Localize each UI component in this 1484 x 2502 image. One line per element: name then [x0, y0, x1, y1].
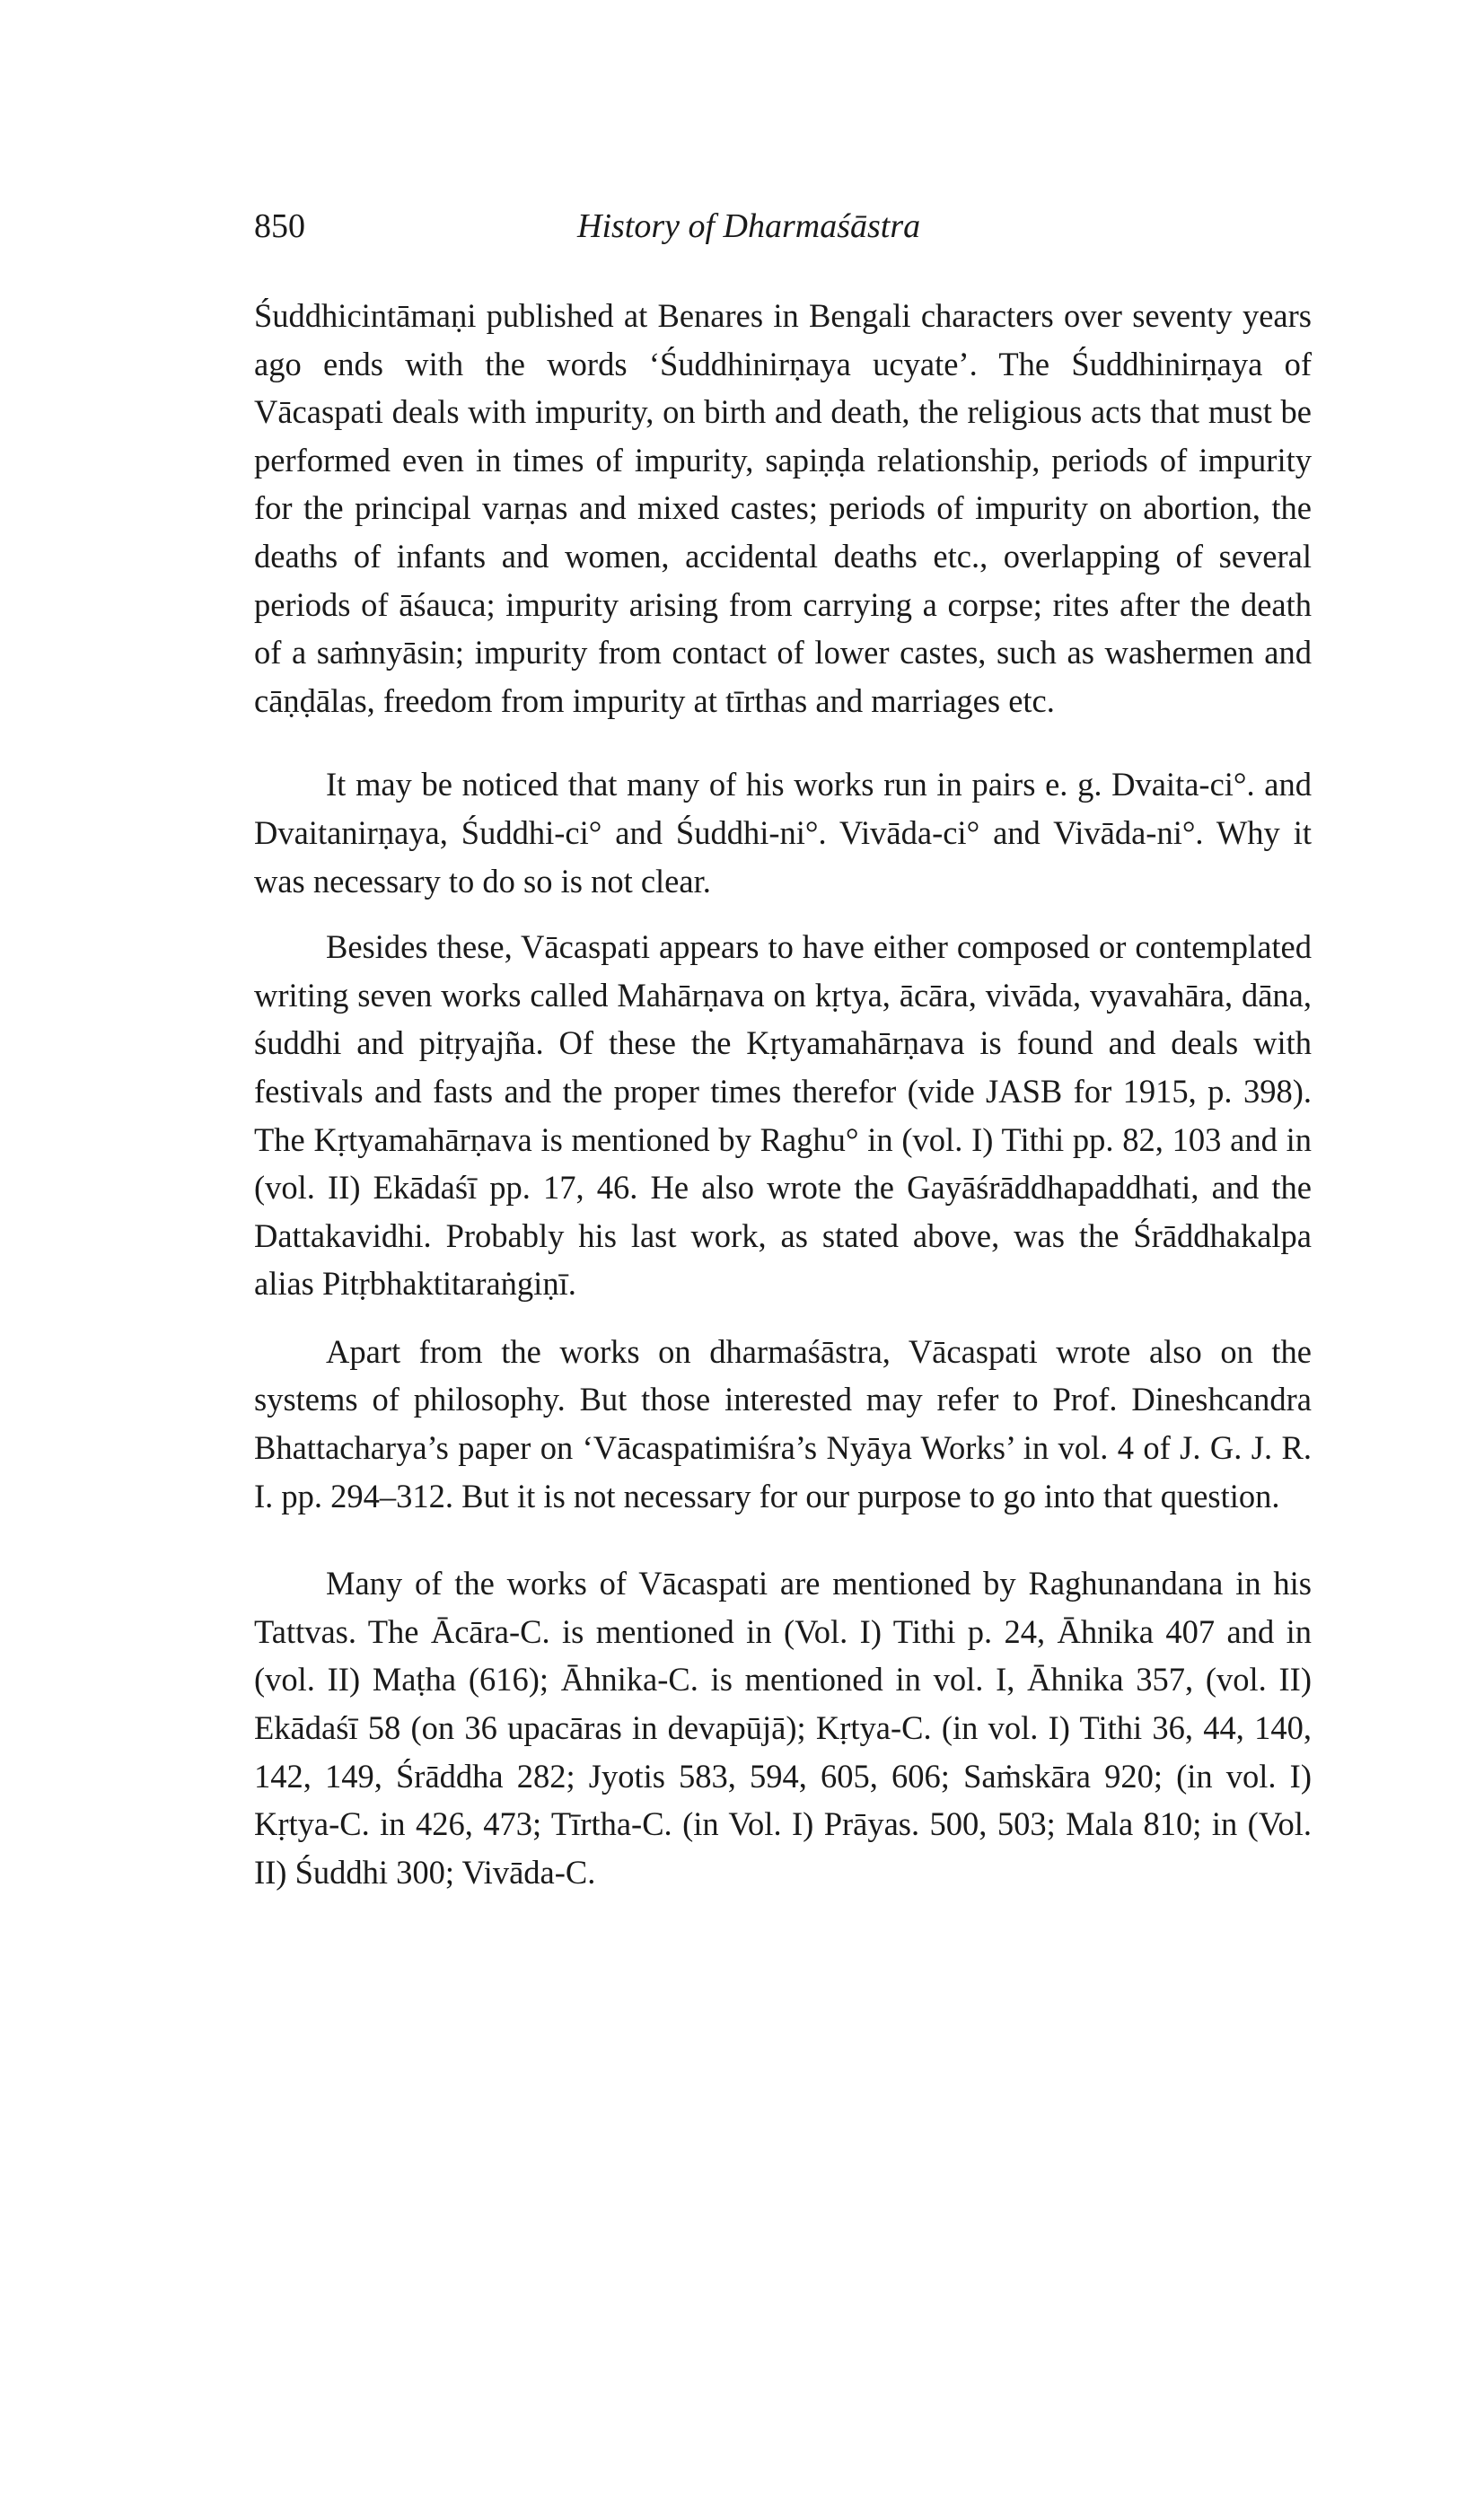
paragraph-works-in-pairs: It may be noticed that many of his works run in pairs e. g. Dvaita-ci°. and Dvaitanirṇaya, Śuddhi-ci° and Śuddhi-ni°. Vivāda-ci° and Vivāda-ni°. Why it was necessary to do so is not clear.	[254, 766, 1312, 900]
paragraph-suddhinirnaya: Śuddhicintāmaṇi published at Benares in Bengali characters over seventy years ago ends with the words ‘Śuddhinirṇaya ucyate’. The Śuddhinirṇaya of Vācaspati deals with impurity, on birth and death, the religious acts that must be performed even in times of impurity, sapiṇḍa relationship, periods of impurity for the principal varṇas and mixed castes; periods of impurity on abortion, the deaths of infants and women, accidental deaths etc., overlapping of several periods of āśauca; impurity arising from carrying a corpse; rites after the death of a saṁnyāsin; impurity from contact of lower castes, such as washermen and cāṇḍālas, freedom from impurity at tīrthas and marriages etc.	[254, 297, 1312, 719]
running-title: History of Dharmaśāstra	[577, 207, 921, 245]
page-number: 850	[254, 207, 305, 245]
paragraph-raghunandana: Many of the works of Vācaspati are mentioned by Raghunandana in his Tattvas. The Ācāra-C. is mentioned in (Vol. I) Tithi p. 24, Āhnika 407 and in (vol. II) Maṭha (616); Āhnika-C. is mentioned in vol. I, Āhnika 357, (vol. II) Ekādaśī 58 (on 36 upacāras in devapūjā); Kṛtya-C. (in vol. I) Tithi 36, 44, 140, 142, 149, Śrāddha 282; Jyotis 583, 594, 605, 606; Saṁskāra 920; (in vol. I) Kṛtya-C. in 426, 473; Tīrtha-C. (in Vol. I) Prāyas. 500, 503; Mala 810; in (Vol. II) Śuddhi 300; Vivāda-C.	[254, 1565, 1312, 1891]
page-header	[254, 206, 1304, 260]
paragraph-maharnava: Besides these, Vācaspati appears to have either composed or contemplated writing seven works called Mahārṇava on kṛtya, ācāra, vivāda, vyavahāra, dāna, śuddhi and pitṛyajña. Of these the Kṛtyamahārṇava is found and deals with festivals and fasts and the proper times therefor (vide JASB for 1915, p. 398). The Kṛtyamahārṇava is mentioned by Raghu° in (vol. I) Tithi pp. 82, 103 and in (vol. II) Ekādaśī pp. 17, 46. He also wrote the Gayāśrāddhapaddhati, and the Dattakavidhi. Probably his last work, as stated above, was the Śrāddhakalpa alias Pitṛbhaktitaraṅgiṇī.	[254, 928, 1312, 1303]
paragraph-philosophy: Apart from the works on dharmaśāstra, Vācaspati wrote also on the systems of philosophy. But those interested may refer to Prof. Dineshcandra Bhattacharya’s paper on ‘Vācaspatimiśra’s Nyāya Works’ in vol. 4 of J. G. J. R. I. pp. 294–312. But it is not necessary for our purpose to go into that question.	[254, 1332, 1312, 1514]
body-text	[254, 292, 1312, 1896]
